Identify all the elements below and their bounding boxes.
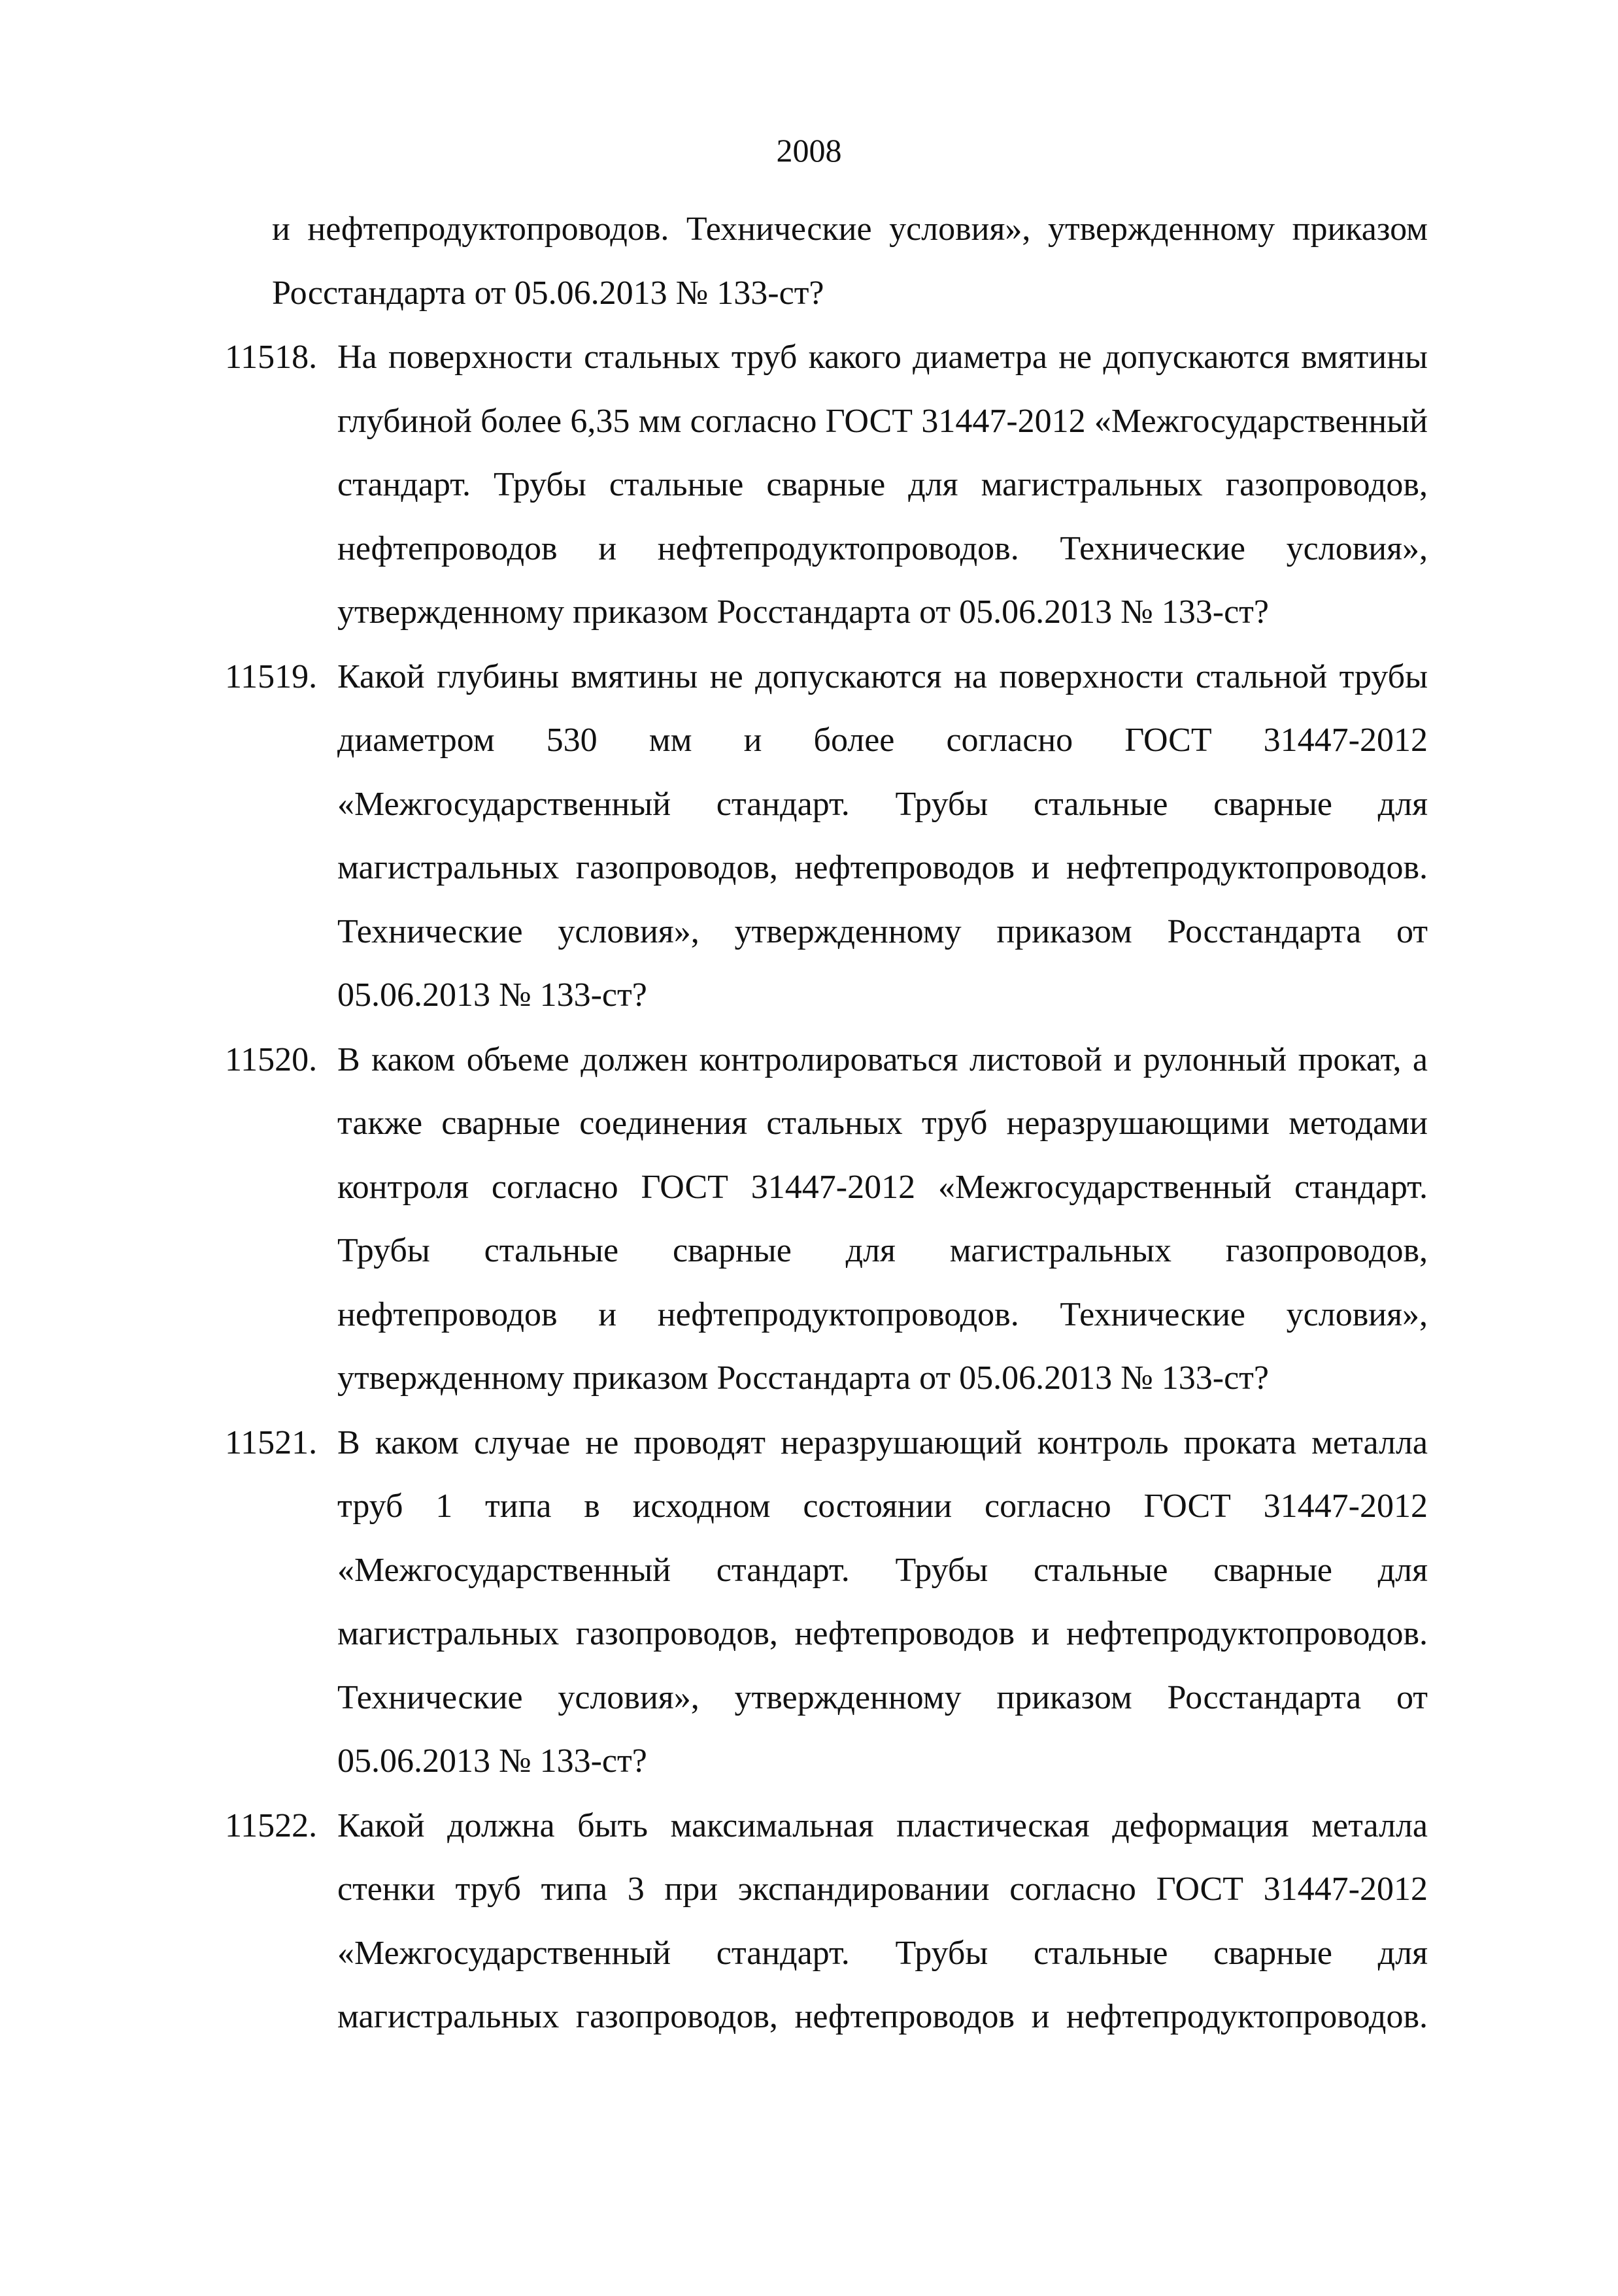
question-item-11519	[225, 645, 1428, 1027]
question-text: В каком объеме должен контролироваться листовой и рулонный прокат, а также сварные соединения стальных труб неразрушающими методами контроля согласно ГОСТ 31447-2012 «Межгосударственный стандарт. Трубы стальные сварные для магистральных газопроводов, нефтепроводов и нефтепродуктопроводов. Технические условия», утвержденному приказом Росстандарта от 05.06.2013 № 133-ст?	[337, 1040, 1428, 1397]
question-list	[225, 197, 1428, 2049]
question-number: 11519.	[225, 657, 318, 695]
question-item-11520	[225, 1028, 1428, 1410]
question-number: 11521.	[225, 1423, 318, 1461]
question-item-11521	[225, 1411, 1428, 1793]
question-item-11522	[225, 1794, 1428, 2049]
question-text: На поверхности стальных труб какого диаметра не допускаются вмятины глубиной более 6,35 мм согласно ГОСТ 31447-2012 «Межгосударственный стандарт. Трубы стальные сварные для магистральных газопроводов, нефтепроводов и нефтепродуктопроводов. Технические условия», утвержденному приказом Росстандарта от 05.06.2013 № 133-ст?	[337, 339, 1428, 631]
question-text: В каком случае не проводят неразрушающий контроль проката металла труб 1 типа в исходном состоянии согласно ГОСТ 31447-2012 «Межгосударственный стандарт. Трубы стальные сварные для магистральных газопроводов, нефтепроводов и нефтепродуктопроводов. Технические условия», утвержденному приказом Росстандарта от 05.06.2013 № 133-ст?	[337, 1423, 1428, 1780]
question-item-11518	[225, 325, 1428, 644]
question-text: Какой должна быть максимальная пластическая деформация металла стенки труб типа 3 при экспандировании согласно ГОСТ 31447-2012 «Межгосударственный стандарт. Трубы стальные сварные для магистральных газопроводов, нефтепроводов и нефтепродуктопроводов.	[337, 1806, 1428, 2035]
question-text: Какой глубины вмятины не допускаются на поверхности стальной трубы диаметром 530 мм и более согласно ГОСТ 31447-2012 «Межгосударственный стандарт. Трубы стальные сварные для магистральных газопроводов, нефтепроводов и нефтепродуктопроводов. Технические условия», утвержденному приказом Росстандарта от 05.06.2013 № 133-ст?	[337, 657, 1428, 1014]
question-number: 11518.	[225, 339, 318, 376]
previous-question-continuation: и нефтепродуктопроводов. Технические условия», утвержденному приказом Росстандарта от 05.06.2013 № 133-ст?	[272, 210, 1428, 312]
page-number: 2008	[776, 132, 842, 169]
question-number: 11520.	[225, 1040, 318, 1078]
question-number: 11522.	[225, 1806, 318, 1844]
